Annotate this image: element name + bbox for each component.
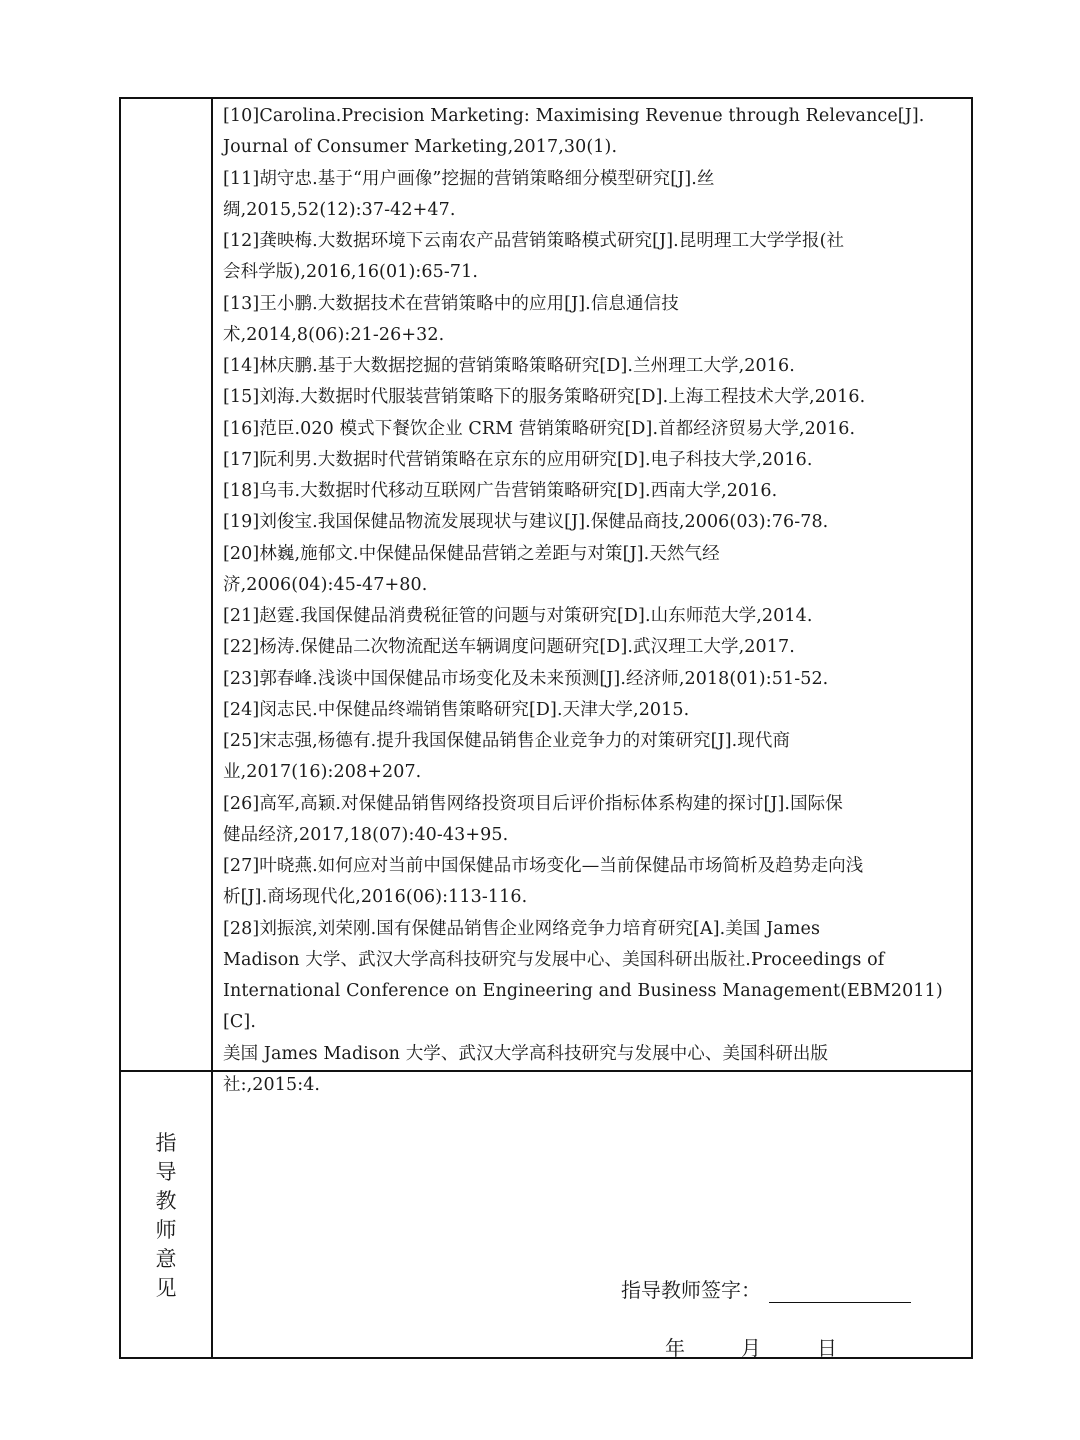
- advisor-label-char: 意: [155, 1247, 177, 1271]
- column-divider: [211, 99, 213, 1357]
- reference-item: [17]阮利男.大数据时代营销策略在京东的应用研究[D].电子科技大学,2016.: [223, 449, 813, 470]
- date-year-label: 年: [665, 1336, 685, 1360]
- reference-item: [27]叶晓燕.如何应对当前中国保健品市场变化—当前保健品市场简析及趋势走向浅 析[J].商场现代化,2016(06):113-116.: [223, 856, 864, 908]
- reference-item: [18]乌韦.大数据时代移动互联网广告营销策略研究[D].西南大学,2016.: [223, 481, 778, 501]
- advisor-label-char: 师: [155, 1218, 177, 1242]
- advisor-signature-row: [621, 1274, 911, 1303]
- reference-item: [11]胡守忠.基于“用户画像”挖掘的营销策略细分模型研究[J].丝 绸,2015,52(12):37-42+47.: [223, 168, 715, 220]
- reference-item: [15]刘海.大数据时代服装营销策略下的服务策略研究[D].上海工程技术大学,2016.: [223, 387, 866, 408]
- reference-item: [25]宋志强,杨德有.提升我国保健品销售企业竞争力的对策研究[J].现代商 业,2017(16):208+207.: [223, 731, 791, 783]
- advisor-label-char: 见: [155, 1276, 177, 1300]
- reference-item: [26]高军,高颖.对保健品销售网络投资项目后评价指标体系构建的探讨[J].国际保 健品经济,2017,18(07):40-43+95.: [223, 793, 843, 845]
- advisor-label-char: 指: [155, 1131, 177, 1155]
- advisor-opinion-label: [151, 1129, 181, 1303]
- reference-item: [12]龚映梅.大数据环境下云南农产品营销策略模式研究[J].昆明理工大学学报(社 会科学版),2016,16(01):65-71.: [223, 231, 845, 283]
- advisor-label-char: 教: [155, 1189, 177, 1213]
- references-form-table: [119, 97, 973, 1359]
- reference-item: [28]刘振滨,刘荣刚.国有保健品销售企业网络竞争力培育研究[A].美国 James Madison 大学、武汉大学高科技研究与发展中心、美国科研出版社.Proceedings of International Conference on Engineering and Business Management(EBM2011)[C]. 美国 James Madison 大学、武汉大学高科技研究与发展中心、美国科研出版 社:,2015:4.: [223, 918, 943, 1095]
- reference-item: [13]王小鹏.大数据技术在营销策略中的应用[J].信息通信技 术,2014,8(06):21-26+32.: [223, 293, 679, 345]
- signature-label: 指导教师签字：: [621, 1278, 761, 1302]
- reference-item: [21]赵霆.我国保健品消费税征管的问题与对策研究[D].山东师范大学,2014.: [223, 606, 813, 626]
- date-day-label: 日: [817, 1336, 837, 1360]
- date-month-label: 月: [741, 1336, 761, 1360]
- reference-item: [19]刘俊宝.我国保健品物流发展现状与建议[J].保健品商技,2006(03):76-78.: [223, 512, 829, 533]
- reference-item: [23]郭春峰.浅谈中国保健品市场变化及未来预测[J].经济师,2018(01):51-52.: [223, 668, 829, 689]
- advisor-label-char: 导: [155, 1160, 177, 1184]
- date-row: [665, 1332, 837, 1361]
- reference-item: [20]林巍,施郁文.中保健品保健品营销之差距与对策[J].天然气经 济,2006(04):45-47+80.: [223, 543, 720, 595]
- reference-item: [22]杨涛.保健品二次物流配送车辆调度问题研究[D].武汉理工大学,2017.: [223, 637, 795, 658]
- reference-item: [24]闵志民.中保健品终端销售策略研究[D].天津大学,2015.: [223, 699, 690, 720]
- signature-line: [769, 1282, 911, 1303]
- reference-list: [223, 101, 967, 1101]
- reference-item: [10]Carolina.Precision Marketing: Maximising Revenue through Relevance[J]. Journal of Consumer Marketing,2017,30(1).: [223, 106, 925, 158]
- reference-item: [14]林庆鹏.基于大数据挖掘的营销策略策略研究[D].兰州理工大学,2016.: [223, 356, 795, 376]
- reference-item: [16]范臣.020 模式下餐饮企业 CRM 营销策略研究[D].首都经济贸易大学,2016.: [223, 418, 856, 439]
